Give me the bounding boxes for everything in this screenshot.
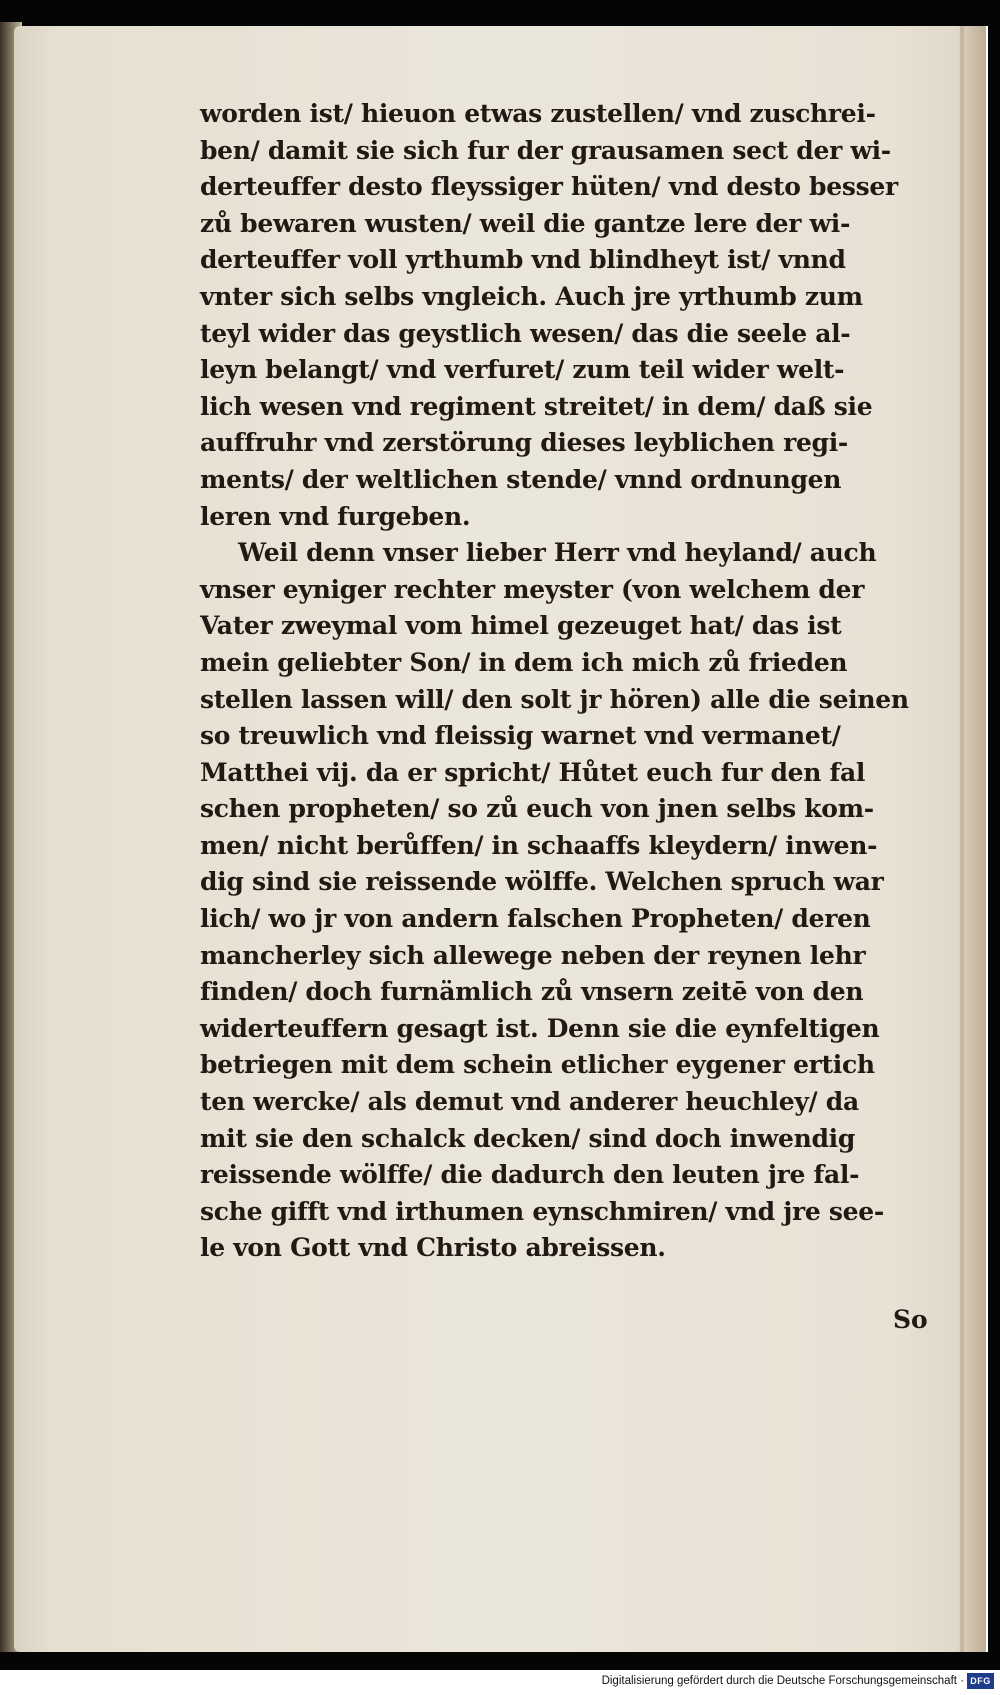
text-line: lich/ wo jr von andern falschen Propheten/ deren (200, 904, 871, 934)
text-line: vnser eyniger rechter meyster (von welchem der (200, 574, 865, 604)
text-line: derteuffer desto fleyssiger hüten/ vnd desto besser (200, 172, 898, 202)
text-line: mit sie den schalck decken/ sind doch inwendig (200, 1123, 856, 1153)
text-line: leren vnd furgeben. (200, 501, 471, 531)
funding-credit: Digitalisierung gefördert durch die Deutsche Forschungsgemeinschaft · (601, 1675, 964, 1687)
text-line: sche gifft vnd irthumen eynschmiren/ vnd jre see- (200, 1196, 884, 1226)
text-line: le von Gott vnd Christo abreissen. (200, 1233, 666, 1263)
text-line: so treuwlich vnd fleissig warnet vnd vermanet/ (200, 721, 841, 751)
text-line: lich wesen vnd regiment streitet/ in dem/ daß sie (200, 391, 873, 421)
text-line: ten wercke/ als demut vnd anderer heuchley/ da (200, 1087, 859, 1117)
text-line: reissende wölffe/ die dadurch den leuten jre fal- (200, 1160, 860, 1190)
paragraph-start-line: Weil denn vnser lieber Herr vnd heyland/ auch (238, 538, 877, 568)
text-line: ben/ damit sie sich fur der grausamen sect der wi- (200, 135, 891, 165)
text-line: men/ nicht berůffen/ in schaaffs kleydern/ inwen- (200, 830, 878, 860)
text-line: mancherley sich allewege neben der reynen lehr (200, 940, 866, 970)
scan-border-top (0, 0, 1000, 26)
text-line: ments/ der weltlichen stende/ vnnd ordnungen (200, 464, 842, 494)
text-line: vnter sich selbs vngleich. Auch jre yrthumb zum (200, 281, 863, 311)
text-line: Vater zweymal vom himel gezeuget hat/ das ist (200, 611, 842, 641)
text-line: worden ist/ hieuon etwas zustellen/ vnd zuschrei- (200, 99, 876, 128)
scan-border-right (988, 0, 1000, 1668)
text-line: zů bewaren wusten/ weil die gantze lere der wi- (200, 208, 851, 238)
catchword: So (893, 1305, 928, 1334)
text-line: dig sind sie reissende wölffe. Welchen spruch war (200, 867, 884, 897)
page-text (200, 96, 920, 1267)
scan-border-bottom (0, 1652, 1000, 1670)
page-shadow (956, 26, 986, 1652)
text-line: leyn belangt/ vnd verfuret/ zum teil wider welt- (200, 355, 845, 385)
text-line: finden/ doch furnämlich zů vnsern zeitē von den (200, 977, 864, 1007)
text-line: widerteuffern gesagt ist. Denn sie die eynfeltigen (200, 1013, 880, 1043)
text-line: auffruhr vnd zerstörung dieses leyblichen regi- (200, 428, 849, 458)
text-line: stellen lassen will/ den solt jr hören) alle die seinen (200, 684, 909, 714)
text-line: schen propheten/ so zů euch von jnen selbs kom- (200, 794, 874, 824)
dfg-logo: DFG (967, 1673, 994, 1689)
text-line: Matthei vij. da er spricht/ Hůtet euch fur den fal (200, 757, 866, 787)
text-line: betriegen mit dem schein etlicher eygener ertich (200, 1050, 875, 1080)
text-line: mein geliebter Son/ in dem ich mich zů frieden (200, 647, 848, 677)
text-line: derteuffer voll yrthumb vnd blindheyt ist/ vnnd (200, 245, 846, 275)
text-line: teyl wider das geystlich wesen/ das die seele al- (200, 318, 851, 348)
